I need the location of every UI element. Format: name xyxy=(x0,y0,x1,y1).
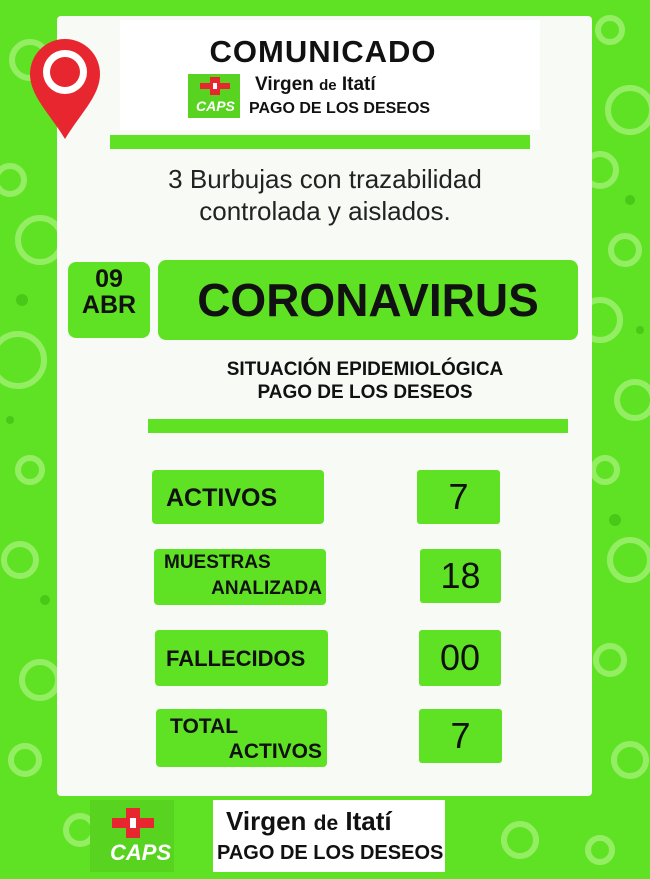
page-title: COMUNICADO xyxy=(209,34,437,69)
stat-value-fallecidos: 00 xyxy=(419,630,501,686)
stat-label-activos: ACTIVOS xyxy=(152,470,324,524)
stat-label-total-activos: TOTAL ACTIVOS xyxy=(156,709,327,767)
footer-org-name: Virgen de Itatí xyxy=(226,806,392,836)
date-month: ABR xyxy=(81,291,137,319)
caps-text: CAPS xyxy=(110,840,172,865)
date-badge xyxy=(68,262,150,338)
org-subtitle: PAGO DE LOS DESEOS xyxy=(249,100,431,117)
date-day: 09 xyxy=(95,265,123,293)
org-name: Virgen de Itatí xyxy=(255,74,376,95)
stat-label-muestras: MUESTRAS ANALIZADA xyxy=(154,549,326,605)
stat-label-fallecidos: FALLECIDOS xyxy=(155,630,328,686)
stat-value-activos: 7 xyxy=(417,470,500,524)
stat-value-muestras: 18 xyxy=(420,549,501,603)
divider-bar xyxy=(110,135,530,149)
red-cross-icon xyxy=(200,77,230,95)
caps-logo xyxy=(188,74,240,118)
footer-caps-logo xyxy=(90,800,174,872)
red-cross-icon xyxy=(112,808,154,838)
divider-bar xyxy=(148,419,568,433)
stat-value-total-activos: 7 xyxy=(419,709,502,763)
footer-org-subtitle: PAGO DE LOS DESEOS xyxy=(217,842,444,864)
bubbles-notice: 3 Burbujas con trazabilidad controlada y aislados. xyxy=(168,164,482,226)
situation-heading: SITUACIÓN EPIDEMIOLÓGICA PAGO DE LOS DESEOS xyxy=(226,359,504,403)
location-pin-icon xyxy=(25,34,105,144)
caps-text: CAPS xyxy=(196,98,235,114)
coronavirus-banner: CORONAVIRUS xyxy=(158,260,578,340)
